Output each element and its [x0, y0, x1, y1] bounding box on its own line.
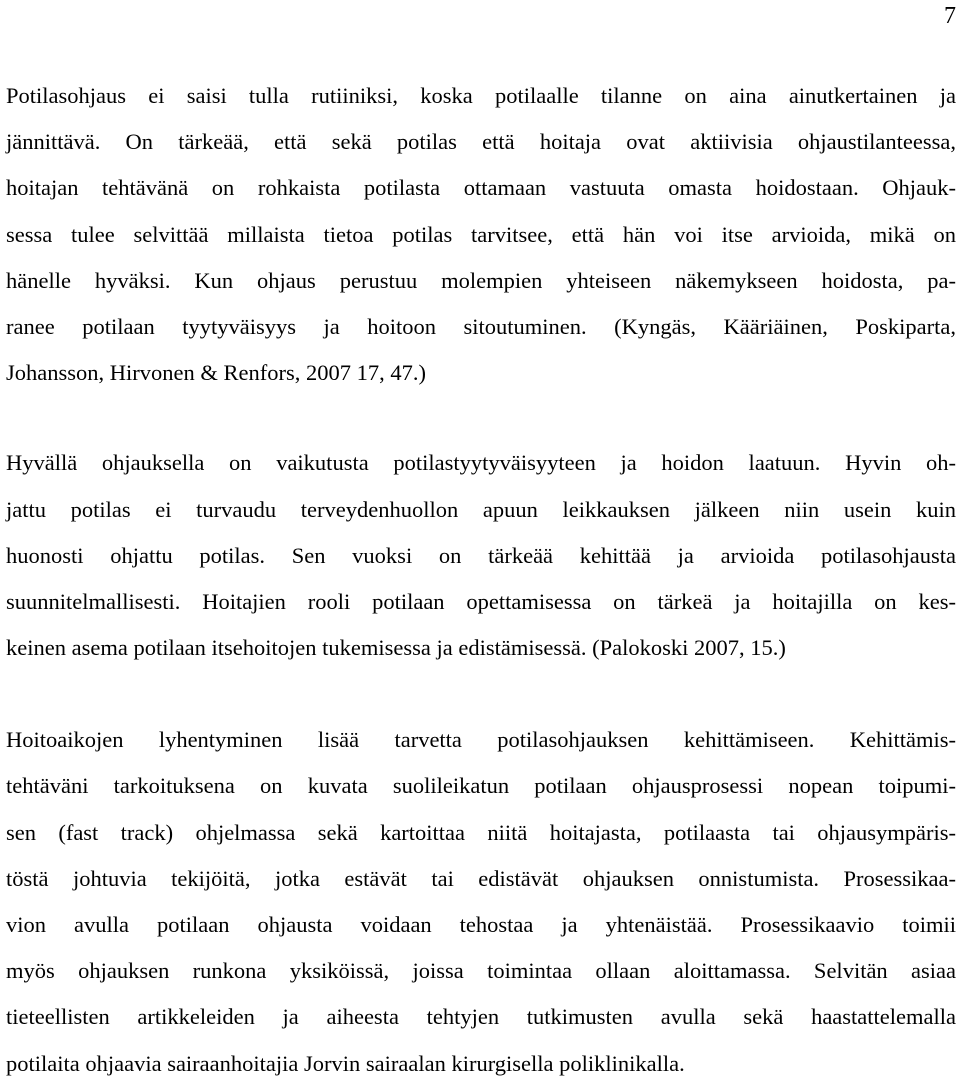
text-line: sessa tulee selvittää millaista tietoa potilas tarvitsee, että hän voi itse arvioida, mikä on — [6, 221, 956, 247]
paragraph-development-task — [6, 717, 956, 1087]
document-body — [6, 73, 956, 1087]
text-line: myös ohjauksen runkona yksiköissä, joissa toimintaa ollaan aloittamassa. Selvitän asiaa — [6, 958, 956, 984]
text-line: ranee potilaan tyytyväisyys ja hoitoon sitoutuminen. (Kyngäs, Kääriäinen, Poskiparta, — [6, 313, 956, 339]
text-line: sen (fast track) ohjelmassa sekä kartoittaa niitä hoitajasta, potilaasta tai ohjausympäris- — [6, 819, 956, 845]
text-line: hänelle hyväksi. Kun ohjaus perustuu molempien yhteiseen näkemykseen hoidosta, pa- — [6, 267, 956, 293]
text-line: vion avulla potilaan ohjausta voidaan tehostaa ja yhtenäistää. Prosessikaavio toimii — [6, 912, 956, 937]
text-line: hoitajan tehtävänä on rohkaista potilasta ottamaan vastuuta omasta hoidostaan. Ohjauk- — [6, 175, 956, 201]
text-line: potilaita ohjaavia sairaanhoitajia Jorvin sairaalan kirurgisella poliklinikalla. — [6, 1050, 685, 1076]
text-line: Hyvällä ohjauksella on vaikutusta potilastyytyväisyyteen ja hoidon laatuun. Hyvin oh- — [6, 450, 956, 476]
text-line: suunnitelmallisesti. Hoitajien rooli potilaan opettamisessa on tärkeä ja hoitajilla on kes- — [6, 588, 956, 614]
text-line: tehtäväni tarkoituksena on kuvata suolileikatun potilaan ohjausprosessi nopean toipumi- — [6, 773, 956, 799]
paragraph-good-guidance — [6, 440, 956, 671]
text-line: huonosti ohjattu potilas. Sen vuoksi on tärkeää kehittää ja arvioida potilasohjausta — [6, 542, 956, 568]
text-line: Potilasohjaus ei saisi tulla rutiiniksi, koska potilaalle tilanne on aina ainutkertainen ja — [6, 83, 956, 108]
text-line: töstä johtuvia tekijöitä, jotka estävät tai edistävät ohjauksen onnistumista. Prosessikaa- — [6, 865, 956, 891]
page-number: 7 — [944, 3, 956, 29]
text-line: jattu potilas ei turvaudu terveydenhuollon apuun leikkauksen jälkeen niin usein kuin — [6, 496, 956, 522]
text-line: Hoitoaikojen lyhentyminen lisää tarvetta potilasohjauksen kehittämiseen. Kehittämis- — [6, 727, 956, 753]
text-line: tieteellisten artikkeleiden ja aiheesta tehtyjen tutkimusten avulla sekä haastattelemalla — [6, 1004, 956, 1030]
text-line: jännittävä. On tärkeää, että sekä potilas että hoitaja ovat aktiivisia ohjaustilanteessa, — [6, 129, 956, 155]
text-line: Johansson, Hirvonen & Renfors, 2007 17, 47.) — [6, 360, 426, 386]
text-line: keinen asema potilaan itsehoitojen tukemisessa ja edistämisessä. (Palokoski 2007, 15.) — [6, 635, 786, 661]
paragraph-patient-guidance — [6, 73, 956, 396]
